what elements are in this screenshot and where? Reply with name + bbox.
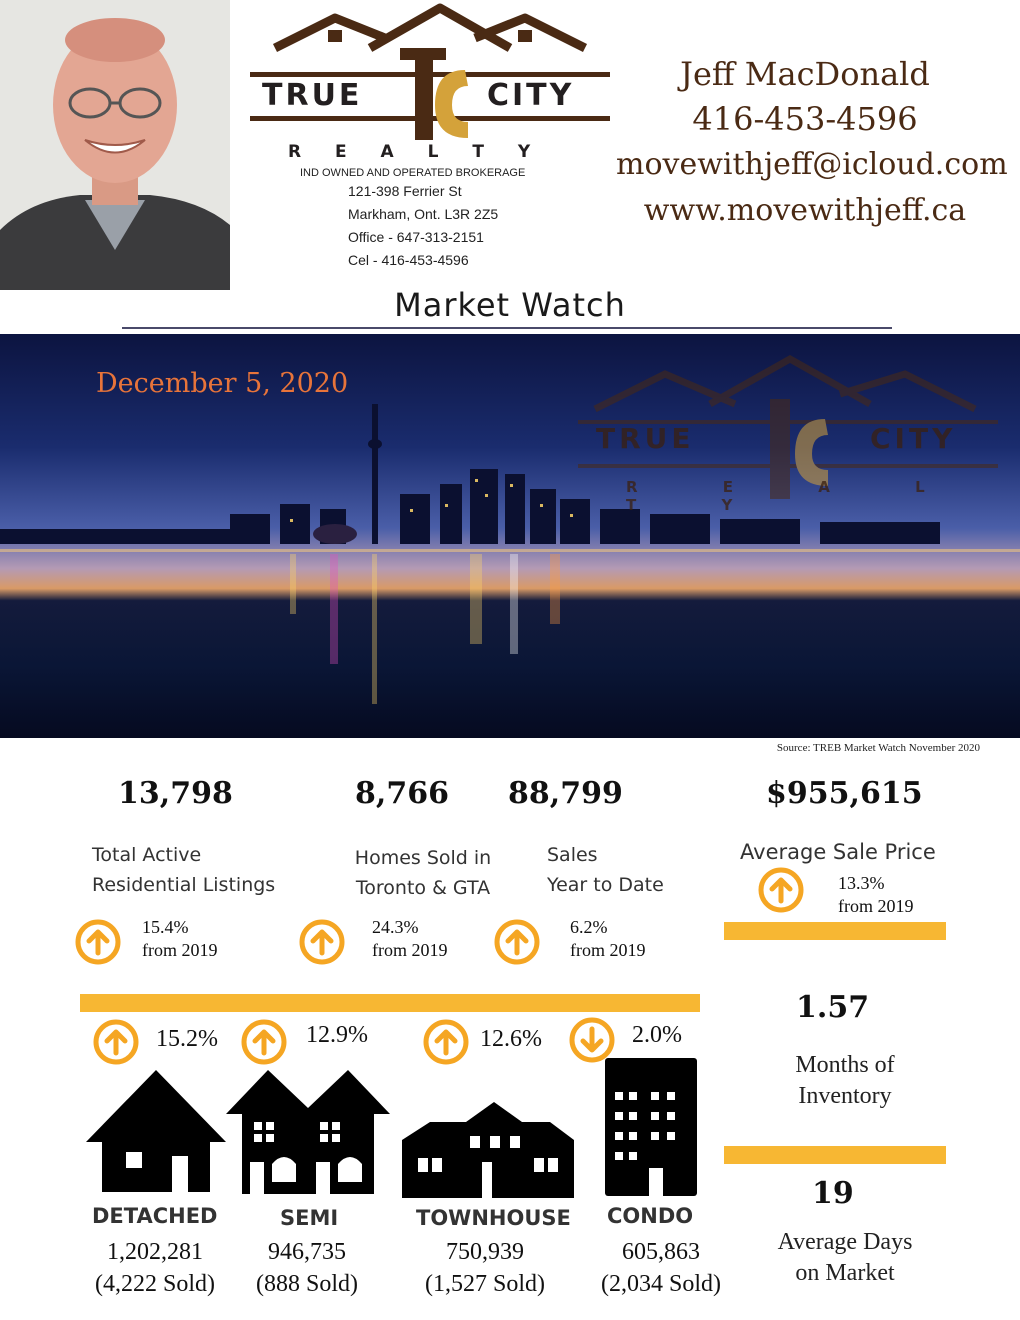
brand-name-left: TRUE [262,78,363,113]
stat-label: Average Sale Price [740,840,936,864]
inventory-value: 1.57 [796,990,870,1025]
accent-bar [724,1146,946,1164]
up-arrow-icon [757,866,805,919]
type-name: TOWNHOUSE [416,1206,571,1230]
condo-building-icon [605,1058,697,1201]
banner-brand-sub: R E A L T Y [626,478,965,514]
brand-address-2: Markham, Ont. L3R 2Z5 [348,206,499,222]
type-change: 15.2% [156,1026,218,1052]
stat-value: 13,798 [118,776,233,811]
brand-name-right: CITY [487,78,575,113]
stat-label: Sales Year to Date [547,844,664,896]
accent-bar [80,994,700,1012]
up-arrow-icon [74,918,122,971]
stat-label: Total Active Residential Listings [92,844,276,896]
up-arrow-icon [298,918,346,971]
type-price: 946,735 (888 Sold) [256,1239,358,1297]
stat-change: 6.2% from 2019 [570,917,646,960]
stat-label: Homes Sold in Toronto & GTA [354,847,492,899]
type-name: SEMI [280,1206,339,1230]
inventory-label: Months of Inventory [795,1052,895,1109]
type-price: 750,939 (1,527 Sold) [425,1239,545,1297]
type-price: 605,863 (2,034 Sold) [601,1239,721,1297]
stat-value: 8,766 [355,776,449,811]
agent-photo [0,0,230,290]
title-divider [122,327,892,329]
up-arrow-icon [92,1018,140,1071]
stat-change: 15.4% from 2019 [142,917,218,960]
report-date: December 5, 2020 [96,368,349,399]
brand-cell: Cel - 416-453-4596 [348,252,469,268]
type-name: CONDO [607,1204,694,1228]
type-name: DETACHED [92,1204,218,1228]
page-title: Market Watch [394,286,626,324]
stat-value: 88,799 [508,776,623,811]
brand-office: Office - 647-313-2151 [348,229,484,245]
up-arrow-icon [493,918,541,971]
up-arrow-icon [422,1018,470,1071]
banner-brand-right: CITY [870,422,957,455]
type-change: 2.0% [632,1022,682,1048]
type-change: 12.6% [480,1026,542,1052]
semi-house-icon [226,1064,390,1199]
type-change: 12.9% [306,1022,368,1048]
agent-phone[interactable]: 416-453-4596 [692,100,918,138]
accent-bar [724,922,946,940]
detached-house-icon [86,1070,226,1197]
banner-brand-left: TRUE [596,422,695,455]
brand-sub: R E A L T Y [288,142,545,162]
townhouse-icon [402,1102,574,1203]
stat-change: 24.3% from 2019 [372,917,448,960]
agent-name: Jeff MacDonald [680,55,930,93]
type-price: 1,202,281 (4,222 Sold) [95,1239,215,1297]
agent-website[interactable]: www.movewithjeff.ca [643,193,967,228]
dom-value: 19 [812,1176,854,1211]
brand-address-1: 121-398 Ferrier St [348,183,462,199]
source-note: Source: TREB Market Watch November 2020 [776,742,980,754]
brand-tagline: IND OWNED AND OPERATED BROKERAGE [300,167,526,179]
agent-email[interactable]: movewithjeff@icloud.com [616,147,1008,182]
stat-change: 13.3% from 2019 [838,873,914,916]
dom-label: Average Days on Market [777,1229,913,1286]
stat-value: $955,615 [766,776,923,811]
